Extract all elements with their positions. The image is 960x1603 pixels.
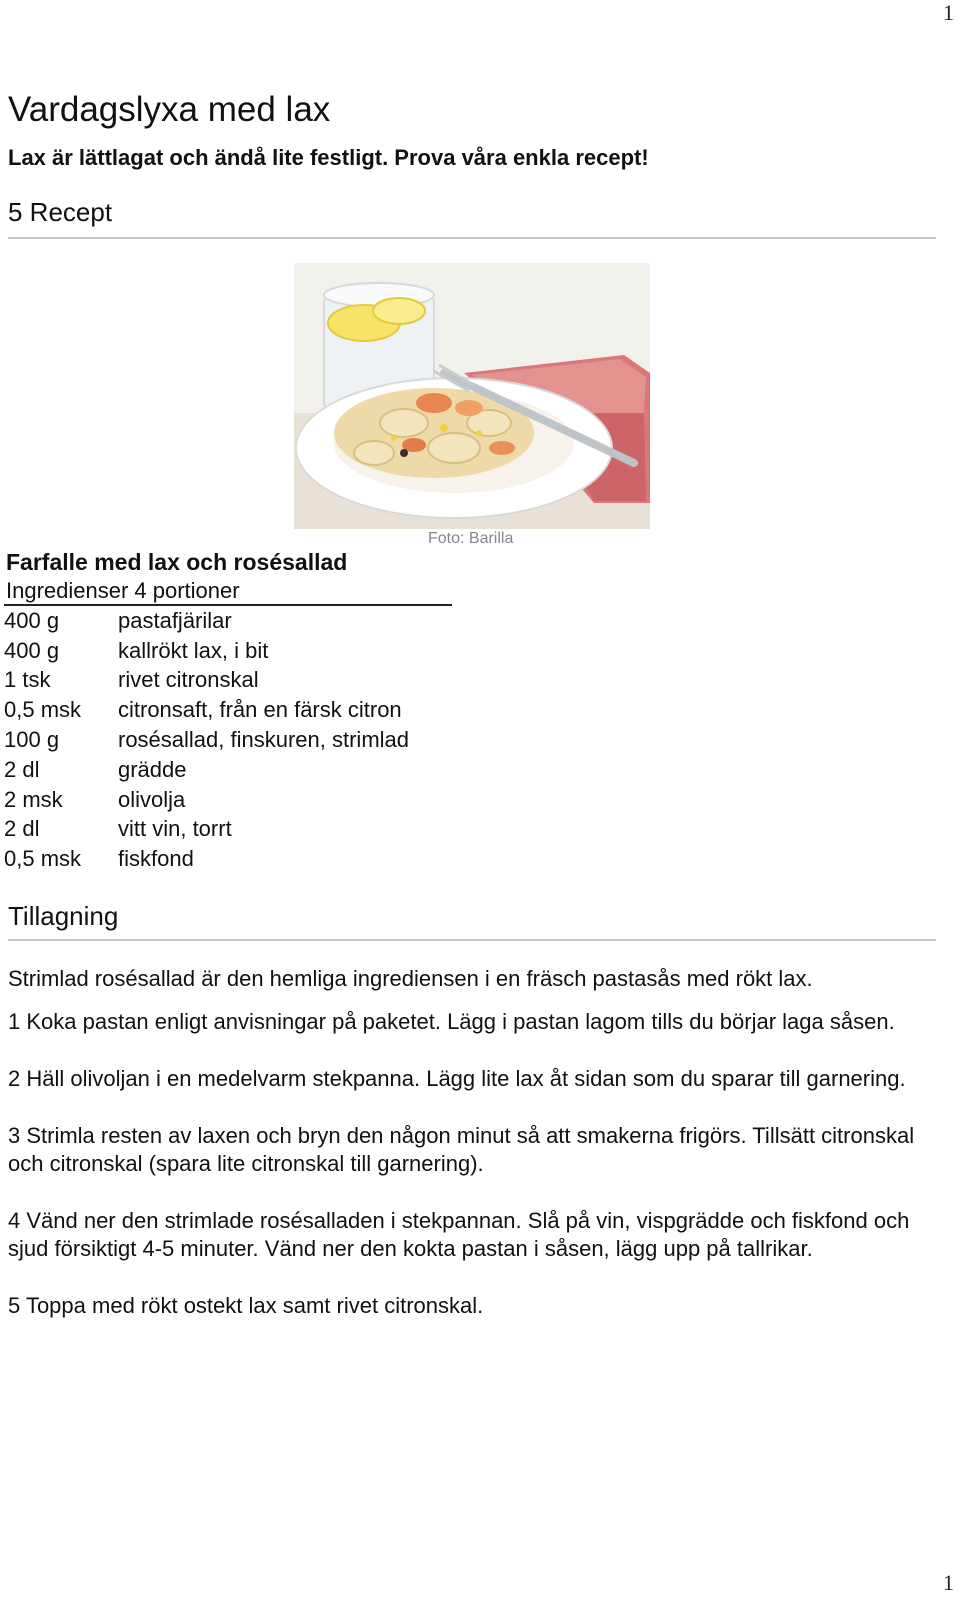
ingredient-row [4,606,409,636]
page-number-top: 1 [943,0,954,25]
ingredients-heading: Ingredienser 4 portioner [6,578,240,603]
ingredient-row [4,755,409,785]
step-4: 4 Vänd ner den strimlade rosésalladen i stekpannan. Slå på vin, vispgrädde och fiskfond och sjud försiktigt 4-5 minuter. Vänd ner den kokta pastan i såsen, lägg upp på tallrikar. [8,1208,910,1261]
section-divider [8,237,936,239]
ingredient-amount: 2 dl [4,756,40,782]
ingredient-name: citronsaft, från en färsk citron [118,697,402,723]
ingredient-row [4,695,409,725]
ingredient-name: olivolja [118,786,186,812]
page-subtitle: Lax är lättlagat och ändå lite festligt. Prova våra enkla recept! [8,145,649,170]
photo-credit: Foto: Barilla [428,530,514,547]
ingredient-amount: 2 msk [4,786,63,812]
preparation-heading: Tillagning [8,901,119,931]
ingredient-row [4,666,409,696]
ingredient-name: fiskfond [118,846,194,872]
ingredient-list [4,606,409,874]
step-1: 1 Koka pastan enligt anvisningar på paketet. Lägg i pastan lagom tills du börjar laga såsen. [8,1009,895,1034]
ingredient-row [4,636,409,666]
step-3: 3 Strimla resten av laxen och bryn den någon minut så att smakerna frigörs. Tillsätt citronskal och citronskal (spara lite citronskal till garnering). [8,1123,915,1176]
ingredient-amount: 1 tsk [4,667,51,693]
step-5: 5 Toppa med rökt ostekt lax samt rivet citronskal. [8,1293,484,1318]
ingredient-name: grädde [118,756,187,782]
ingredient-name: vitt vin, torrt [118,816,232,842]
ingredient-name: rivet citronskal [118,667,259,693]
ingredient-amount: 2 dl [4,816,40,842]
ingredient-row [4,785,409,815]
page-title: Vardagslyxa med lax [8,90,331,129]
recipe-intro: Strimlad rosésallad är den hemliga ingrediensen i en fräsch pastasås med rökt lax. [8,966,813,991]
page-number-bottom: 1 [943,1570,954,1595]
recipe-count: 5 Recept [8,197,113,227]
preparation-divider [8,939,936,941]
ingredient-name: pastafjärilar [118,607,232,633]
ingredient-amount: 0,5 msk [4,697,82,723]
ingredient-row [4,844,409,874]
ingredient-name: kallrökt lax, i bit [118,637,269,663]
ingredient-row [4,725,409,755]
ingredient-amount: 0,5 msk [4,846,82,872]
step-list [8,1008,928,1349]
ingredient-name: rosésallad, finskuren, strimlad [118,727,410,753]
ingredient-amount: 100 g [4,727,60,753]
ingredient-amount: 400 g [4,637,60,663]
recipe-title: Farfalle med lax och rosésallad [6,549,348,575]
pasta-dish-photo [294,263,650,529]
step-2: 2 Häll olivoljan i en medelvarm stekpanna. Lägg lite lax åt sidan som du sparar till garnering. [8,1066,906,1091]
ingredient-row [4,815,409,845]
ingredient-amount: 400 g [4,607,60,633]
